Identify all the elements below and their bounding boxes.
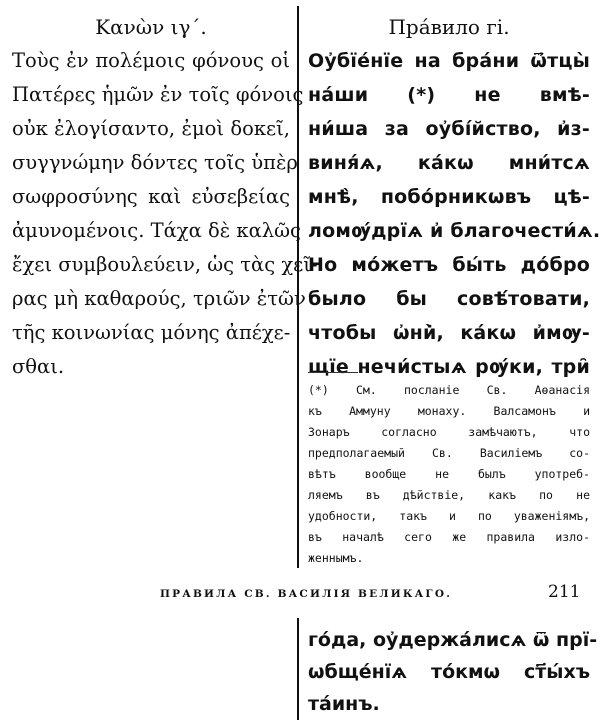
page-number: 211: [548, 582, 581, 602]
greek-line: σωφροσύνης καὶ εὐσεβείας: [12, 185, 290, 208]
slavonic-continuation: [308, 624, 598, 720]
greek-line: οὐκ ἐλογίσαντο, ἐμοὶ δοκεῖ,: [12, 117, 290, 140]
footnote: [308, 380, 590, 569]
footnote-line: предполагаемый Св. Василіемъ со-: [308, 446, 590, 460]
slavonic-line: ѡбще́нїѧ то́кмѡ ст҃ы́хъ: [308, 661, 590, 683]
footnote-line: (*) См. посланіе Св. Аѳанасія: [308, 383, 590, 397]
slavonic-line: го́да, оу҆держа́лисѧ ѿ прї-: [308, 629, 598, 651]
slavonic-line: мнѣ̀, побо́рникѡвъ цѣ-: [308, 186, 590, 208]
footnote-line: Зонаръ согласно замѣчаютъ, что: [308, 425, 590, 439]
slavonic-line: чтобы ѡ҆ни̇̀, ка́кѡ и҆мѹ-: [308, 322, 590, 344]
slavonic-line: ломѹ́дрїѧ и҆ благочести́ѧ.: [308, 220, 600, 242]
footnote-line: ляемъ въ дѣйствіе, какъ по не: [308, 488, 590, 502]
greek-line: τῆς κοινωνίας μόνης ἀπέχε-: [12, 321, 291, 344]
greek-line: Πατέρες ἡμῶν ἐν τοῖς φόνοις: [12, 83, 304, 106]
slavonic-line: на́ши (*) не вмѣ-: [308, 84, 590, 106]
greek-column: [12, 10, 318, 384]
slavonic-rule-heading: Прáвило гі.: [388, 15, 510, 39]
slavonic-line: щїе нечи́стыѧ рѹ́ки, три̑: [308, 356, 590, 378]
slavonic-line: та́инъ.: [308, 693, 380, 715]
footnote-line: удобности, такъ и по уваженіямъ,: [308, 509, 590, 523]
slavonic-line: виня́ѧ, ка́кѡ мни́тсѧ: [308, 152, 590, 174]
footnote-line: къ Аммуну монаху. Валсамонъ и: [308, 404, 590, 418]
footnote-line: въ началѣ сего же правила изло-: [308, 530, 590, 544]
greek-line: σθαι.: [12, 355, 65, 378]
greek-line: ἀμυνομένοις. Τάχα δὲ καλῶς: [12, 219, 301, 242]
greek-line: ρας μὴ καθαρούς, τριῶν ἐτῶν: [12, 287, 306, 310]
slavonic-column: [308, 10, 600, 384]
greek-line: Τοὺς ἐν πολέμοις φόνους οἱ: [12, 49, 290, 72]
column-divider-continued: [297, 618, 299, 720]
footnote-line: женнымъ.: [308, 551, 364, 565]
slavonic-line: было бы совѣ́товати,: [308, 288, 590, 310]
slavonic-line: ни́ша за оу҆бі́йство, и҆з-: [308, 118, 590, 140]
greek-canon-heading: Κανὼν ιγ΄.: [95, 15, 207, 39]
column-divider: [297, 6, 299, 568]
slavonic-line: Но мо́жетъ бы́ть до́бро: [308, 254, 590, 276]
running-head: ПРАВИЛА СВ. ВАСИЛІЯ ВЕЛИКАГО.: [160, 588, 453, 600]
slavonic-line: Оу҆бїе́нїе на бра́ни ѿ҆тцы̀: [308, 50, 590, 72]
footnote-separator: [308, 372, 358, 373]
footnote-line: вѣтъ вообще не былъ употреб-: [308, 467, 590, 481]
greek-line: συγγνώμην δόντες τοῖς ὑπὲρ: [12, 151, 298, 174]
greek-line: ἔχει συμβουλεύειν, ὡς τὰς χεῖ-: [12, 253, 318, 276]
